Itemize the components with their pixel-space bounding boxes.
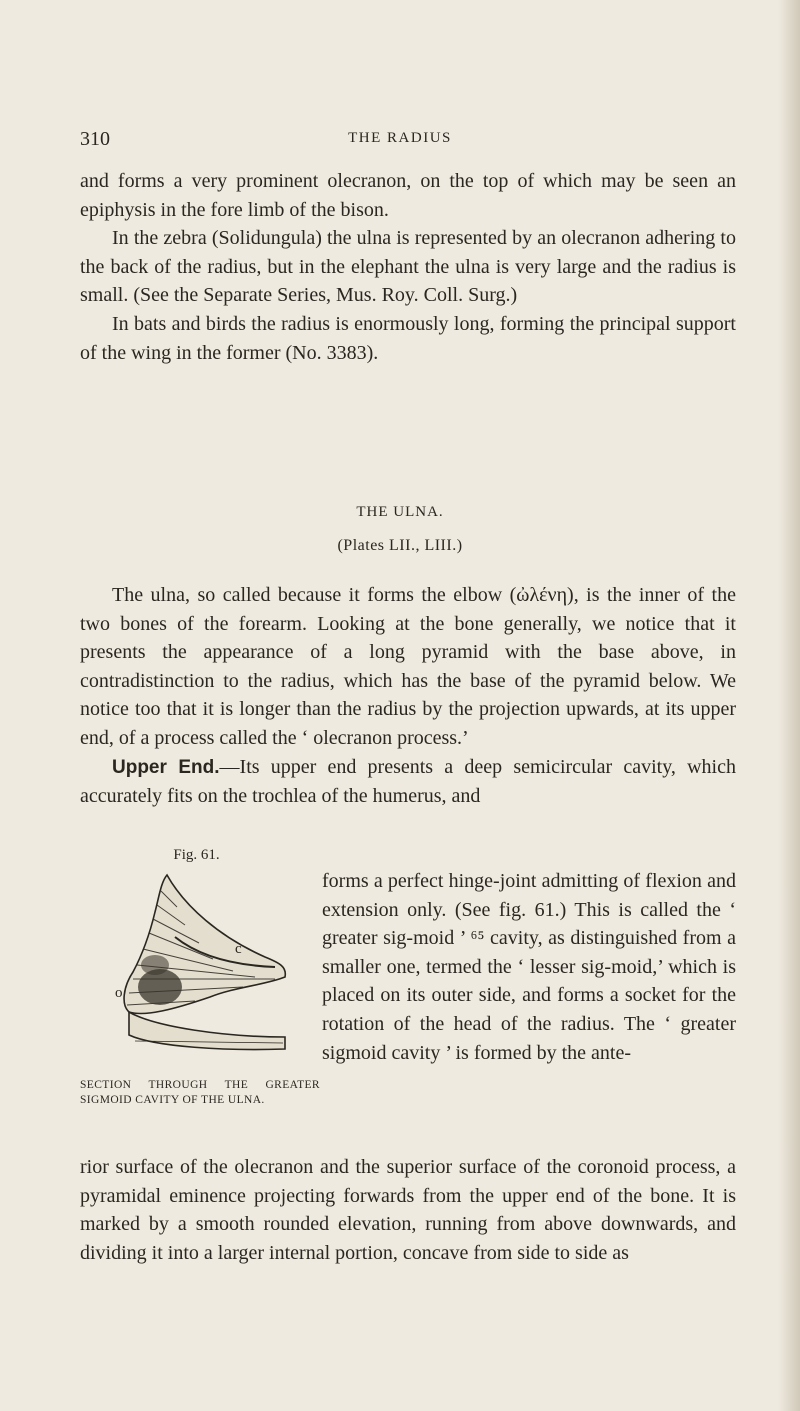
- paragraph: forms a perfect hinge-joint admitting of flexion and extension only. (See fig. 61.) This is called the ‘ greater sig-moid ’ ⁶⁵ cavity, as distinguished from a smaller one, termed the ‘ lesser sig-moid,’ which is placed on its outer side, and forms a socket for the rotation of the head of the radius. The ‘ greater sigmoid cavity ’ is formed by the ante-: [322, 870, 736, 1064]
- upper-end-subheading: Upper End.: [112, 756, 220, 778]
- paragraph: In bats and birds the radius is enormously long, forming the principal support of the wing in the former (No. 3383).: [80, 312, 736, 364]
- intro-text: [80, 167, 736, 367]
- paragraph: In the zebra (Solidungula) the ulna is represented by an olecranon adhering to the back of the radius, but in the elephant the ulna is very large and the radius is small. (See the Separate Series, Mus. Roy. Coll. Surg.): [80, 227, 736, 307]
- wrapped-text: [322, 867, 736, 1067]
- page-edge-shadow: [778, 0, 800, 1411]
- paragraph-text: —Its upper end presents a deep semicircular cavity, which accurately fits on the trochlea of the humerus, and: [80, 755, 736, 808]
- plates-reference: (Plates LII., LIII.): [337, 537, 463, 554]
- paragraph: The ulna, so called because it forms the elbow (ὠλένη), is the inner of the two bones of the forearm. Looking at the bone generally, we notice that it presents the appearance of a long pyramid with the base above, in contradistinction to the radius, which has the base of the pyramid below. We notice too that it is longer than the radius by the projection upwards, at its upper end, of a process called the ‘ olecranon process.’: [80, 584, 736, 749]
- figure-caption: SECTION THROUGH THE GREATER SIGMOID CAVITY OF THE ULNA.: [80, 1079, 320, 1106]
- page-number: 310: [80, 128, 110, 150]
- paragraph: and forms a very prominent olecranon, on the top of which may be seen an epiphysis in the fore limb of the bison.: [80, 170, 736, 221]
- ulna-text: [80, 581, 736, 811]
- figure-label: Fig. 61.: [173, 847, 220, 863]
- section-title: THE ULNA.: [356, 504, 444, 520]
- paragraph: rior surface of the olecranon and the superior surface of the coronoid process, a pyramidal eminence projecting forwards from the upper end of the bone. It is marked by a smooth rounded elevation, running from above downwards, and dividing it into a larger internal portion, concave from side to side as: [80, 1156, 736, 1264]
- ulna-section-illustration: [115, 867, 295, 1065]
- running-head: [0, 128, 800, 152]
- figure-letter-o: o: [115, 985, 123, 1001]
- running-title: THE RADIUS: [348, 130, 452, 146]
- continued-text: [80, 1153, 736, 1267]
- figure-letter-c: c: [235, 941, 242, 957]
- figure-61: [80, 847, 320, 1106]
- paragraph-upper-end: [80, 753, 736, 811]
